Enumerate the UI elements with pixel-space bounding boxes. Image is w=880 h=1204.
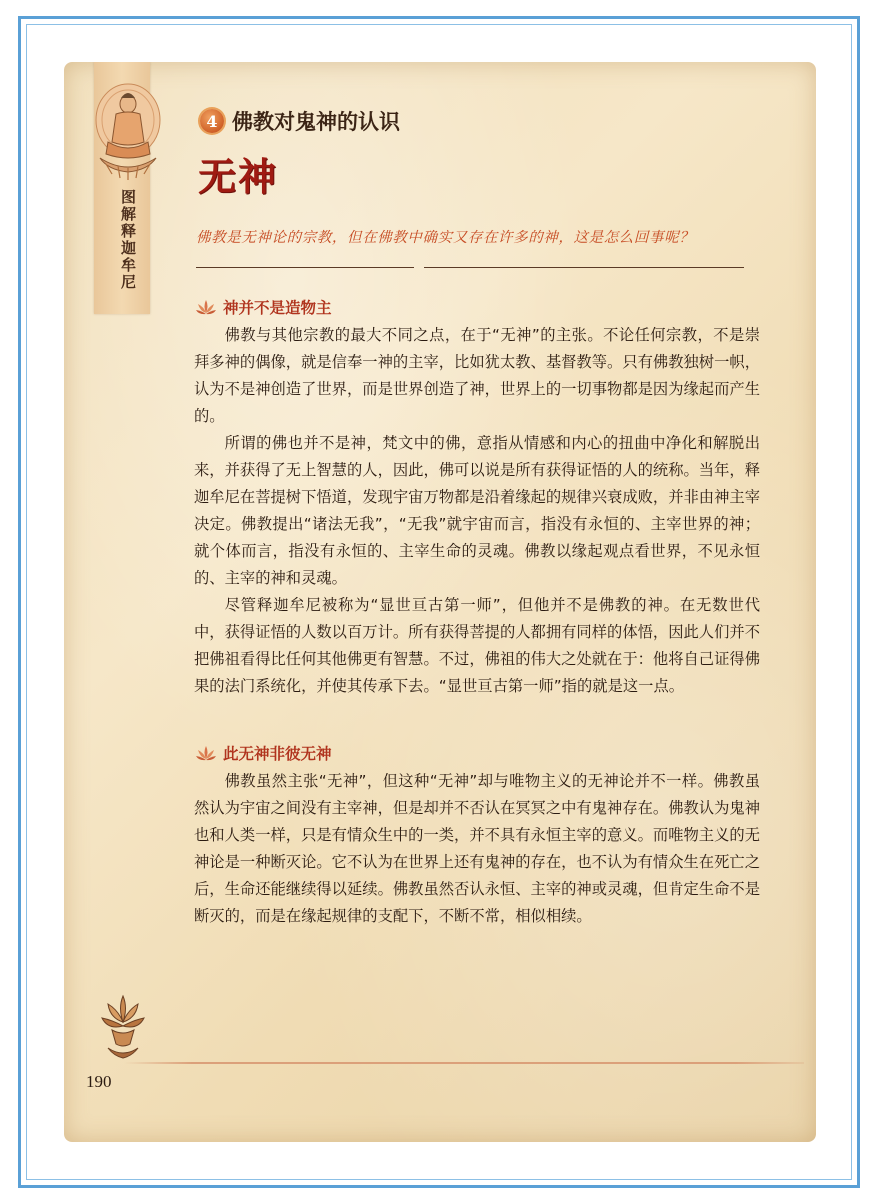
footer-divider: [124, 1062, 804, 1064]
subsection-body: [194, 322, 760, 700]
book-page: [64, 62, 816, 1142]
section-header: [200, 106, 400, 136]
paragraph: 佛教虽然主张“无神”，但这种“无神”却与唯物主义的无神论并不一样。佛教虽然认为宇宙之间没有主宰神，但是却并不否认在冥冥之中有鬼神存在。佛教认为鬼神也和人类一样，只是有情众生中的一类，并不具有永恒主宰的意义。而唯物主义的无神论是一种断灭论。它不认为在世界上还有鬼神的存在，也不认为有情众生在死亡之后，生命还能继续得以延续。佛教虽然否认永恒、主宰的神或灵魂，但肯定生命不是断灭的，而是在缘起规律的支配下，不断不常，相似相续。: [194, 772, 760, 925]
subsection-body: [194, 768, 760, 930]
paragraph: 尽管释迦牟尼被称为“显世亘古第一师”，但他并不是佛教的神。在无数世代中，获得证悟的人数以百万计。所有获得菩提的人都拥有同样的体悟，因此人们并不把佛祖看得比任何其他佛更有智慧。不过，佛祖的伟大之处就在于：他将自己证得佛果的法门系统化，并使其传承下去。“显世亘古第一师”指的就是这一点。: [194, 596, 760, 695]
subsection-heading-text: 此无神非彼无神: [223, 745, 332, 763]
lotus-icon: [194, 744, 218, 762]
side-label: 图解释迦牟尼: [119, 189, 137, 291]
paragraph: 佛教与其他宗教的最大不同之点，在于“无神”的主张。不论任何宗教，不是崇拜多神的偶像，就是信奉一神的主宰，比如犹太教、基督教等。只有佛教独树一帜，认为不是神创造了世界，而是世界创造了神，世界上的一切事物都是因为缘起而产生的。: [194, 326, 760, 425]
intro-divider-left: [196, 267, 414, 268]
section-title: 佛教对鬼神的认识: [232, 110, 400, 134]
page-number: 190: [86, 1072, 112, 1091]
subsection-heading-text: 神并不是造物主: [223, 299, 332, 317]
buddha-illustration-icon: [88, 80, 168, 184]
section-number-badge: 4: [200, 109, 224, 133]
intro-divider-right: [424, 267, 744, 268]
intro-text: 佛教是无神论的宗教，但在佛教中确实又存在许多的神，这是怎么回事呢？: [196, 230, 695, 246]
subsection-heading: [194, 742, 332, 764]
lotus-ornament-icon: [98, 992, 148, 1062]
chapter-title: 无神: [198, 155, 279, 199]
paragraph: 所谓的佛也并不是神，梵文中的佛，意指从情感和内心的扭曲中净化和解脱出来，并获得了无上智慧的人，因此，佛可以说是所有获得证悟的人的统称。当年，释迦牟尼在菩提树下悟道，发现宇宙万物都是沿着缘起的规律兴衰成败，并非由神主宰决定。佛教提出“诸法无我”，“无我”就宇宙而言，指没有永恒的、主宰世界的神；就个体而言，指没有永恒的、主宰生命的灵魂。佛教以缘起观点看世界，不见永恒的、主宰的神和灵魂。: [194, 434, 760, 587]
subsection-heading: [194, 296, 332, 318]
lotus-icon: [194, 298, 218, 316]
